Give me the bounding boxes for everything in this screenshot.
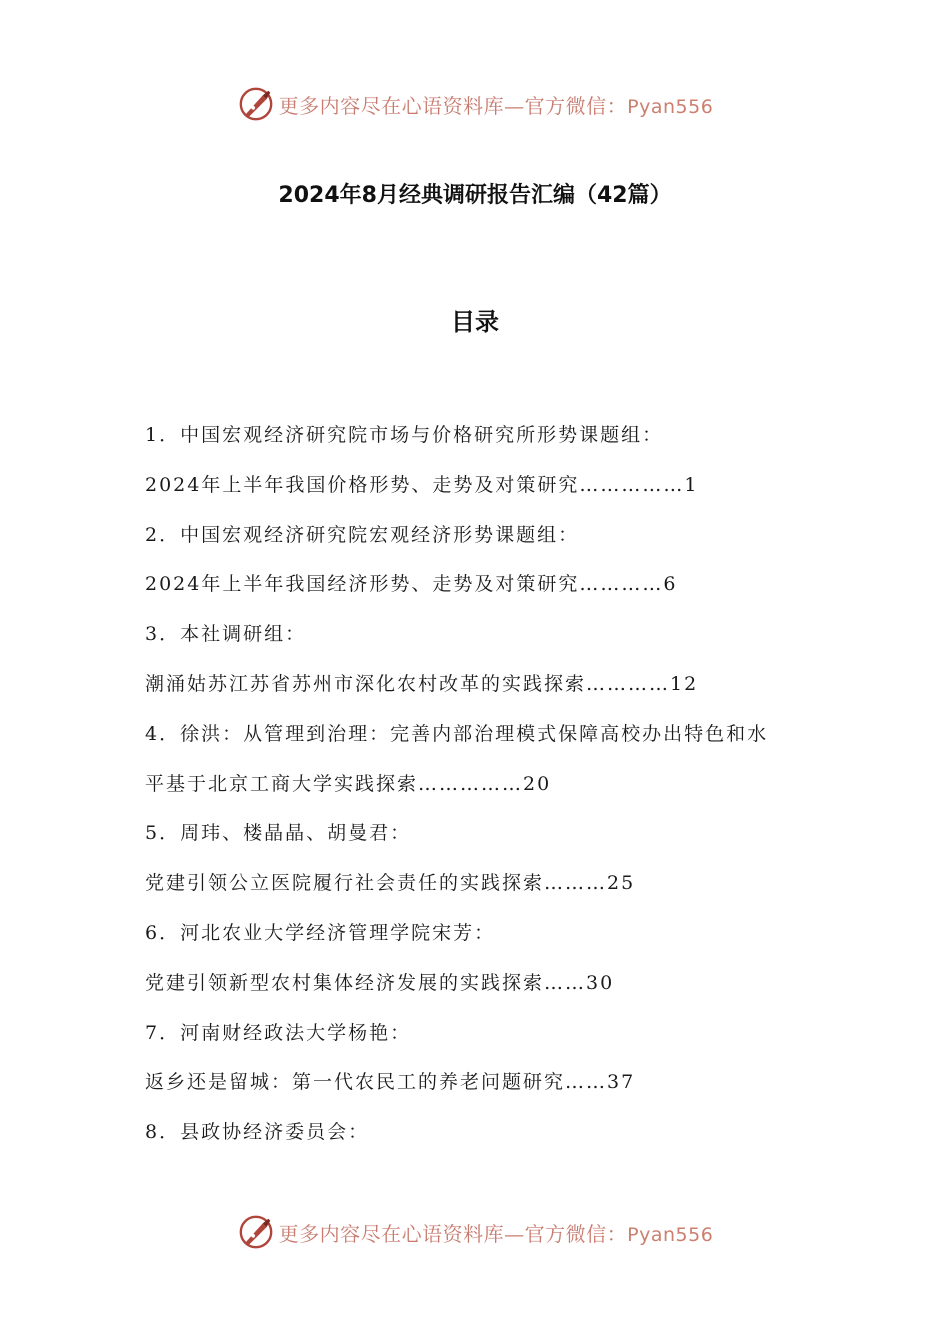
toc-entry-5-author: 5．周玮、楼晶晶、胡曼君： [145,822,412,845]
toc-entry-4-author: 4．徐洪：从管理到治理：完善内部治理模式保障高校办出特色和水 [145,722,769,745]
toc-entry-3-title: 潮涌姑苏江苏省苏州市深化农村改革的实践探索…………12 [145,672,699,695]
pen-nib-logo-icon [237,85,275,123]
toc-entry-7-author: 7．河南财经政法大学杨艳： [145,1021,412,1044]
watermark-text: 更多内容尽在心语资料库—官方微信：Pyan556 [278,93,714,118]
watermark-banner-top [0,82,950,126]
document-title: 2024年8月经典调研报告汇编（42篇） [278,183,672,208]
toc-list [145,420,845,1167]
toc-entry-1-author: 1．中国宏观经济研究院市场与价格研究所形势课题组： [145,424,664,446]
toc-entry-2-author: 2．中国宏观经济研究院宏观经济形势课题组： [145,523,580,546]
watermark-text: 更多内容尽在心语资料库—官方微信：Pyan556 [278,1221,714,1246]
watermark-banner-bottom [0,1210,950,1254]
toc-entry-7-title: 返乡还是留城：第一代农民工的养老问题研究……37 [145,1071,636,1094]
toc-entry-6-author: 6．河北农业大学经济管理学院宋芳： [145,921,496,944]
toc-entry-4-title: 平基于北京工商大学实践探索……………20 [145,772,552,795]
toc-entry-6-title: 党建引领新型农村集体经济发展的实践探索……30 [145,971,615,994]
toc-entry-8-author: 8．县政协经济委员会： [145,1121,370,1144]
pen-nib-logo-icon [237,1213,275,1251]
toc-heading: 目录 [451,308,499,336]
toc-entry-5-title: 党建引领公立医院履行社会责任的实践探索………25 [145,872,636,895]
toc-entry-2-title: 2024年上半年我国经济形势、走势及对策研究…………6 [145,573,678,596]
toc-entry-3-author: 3．本社调研组： [145,623,307,646]
toc-entry-1-title: 2024年上半年我国价格形势、走势及对策研究……………1 [145,473,699,496]
